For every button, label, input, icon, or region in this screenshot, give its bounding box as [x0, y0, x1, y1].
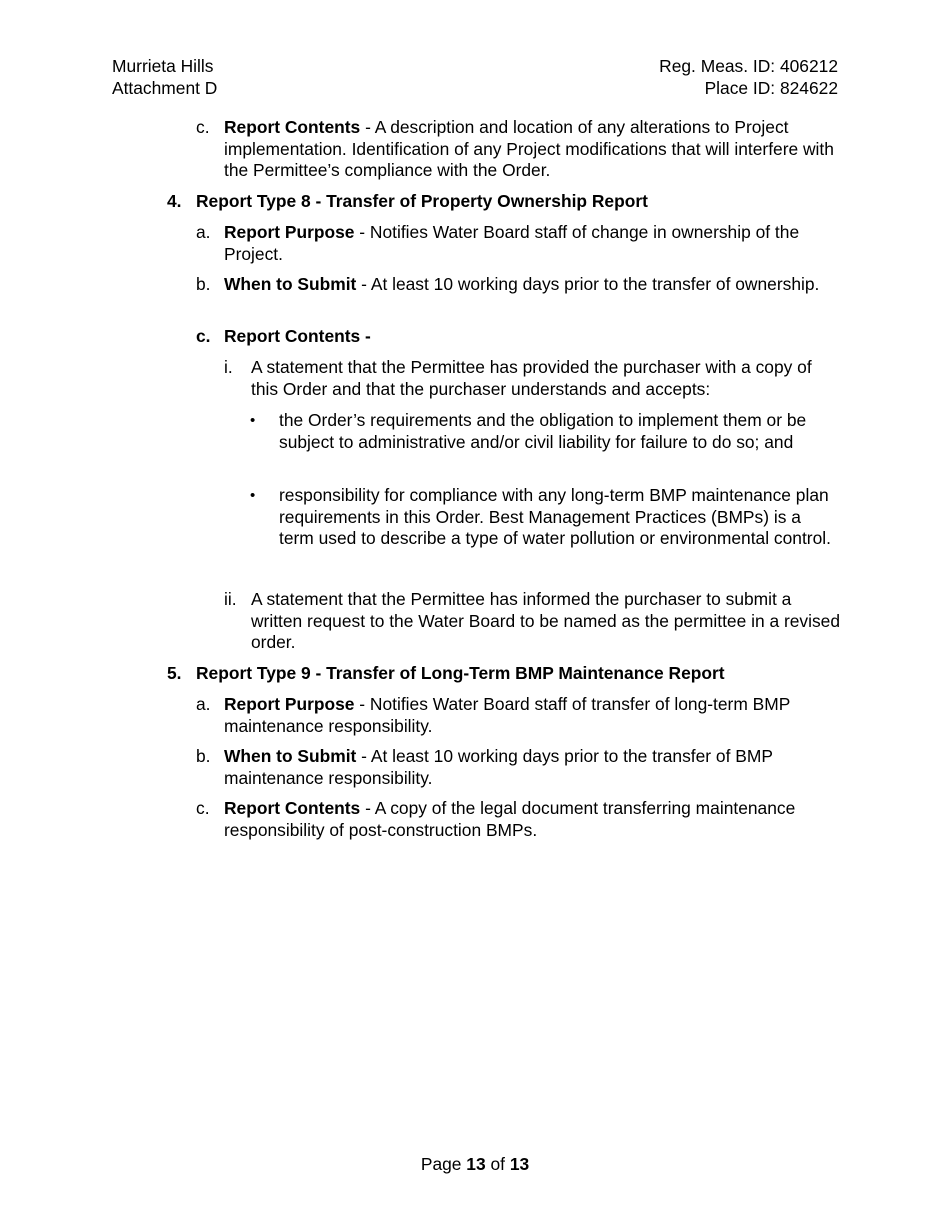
item-description: - Notifies Water Board staff of transfer of long-term BMP maintenance responsibility. [224, 694, 791, 736]
item-description: - At least 10 working days prior to the transfer of BMP maintenance responsibility. [224, 746, 773, 788]
list-marker: a. [196, 222, 211, 242]
section-title: Report Type 9 - Transfer of Long-Term BMP Maintenance Report [196, 663, 725, 683]
page-word: Page [420, 1154, 467, 1174]
list-marker: i. [224, 357, 233, 377]
section-title: Report Type 8 - Transfer of Property Ownership Report [196, 191, 648, 211]
list-item-c-report-contents [196, 117, 840, 182]
total-pages-number: 13 [509, 1154, 530, 1174]
item-label: Report Contents [224, 798, 361, 818]
list-item-roman-ii [224, 589, 840, 654]
list-item-text: A statement that the Permittee has provided the purchaser with a copy of this Order and that the purchaser understands and accepts: [251, 357, 812, 399]
reg-meas-id: Reg. Meas. ID: 406212 [659, 56, 838, 76]
page-footer [0, 1154, 950, 1176]
of-word: of [485, 1154, 510, 1174]
list-item-text [224, 222, 840, 265]
bullet-text: responsibility for compliance with any long-term BMP maintenance plan requirements in this Order. Best Management Practices (BMPs) is a term used to describe a type of water pollution or environmental control. [279, 485, 831, 548]
list-item-roman-i [224, 357, 840, 400]
item-label: Report Contents [224, 117, 361, 137]
list-item-report-purpose [196, 222, 840, 265]
list-marker: b. [196, 274, 211, 294]
list-item-text [224, 326, 840, 348]
section-heading-report-type-8 [167, 191, 838, 213]
item-description: - A copy of the legal document transferring maintenance responsibility of post-construction BMPs. [224, 798, 796, 840]
header-left [112, 56, 217, 99]
item-description: - A description and location of any alterations to Project implementation. Identification of any Project modifications that will interfere with the Permittee’s compliance with the Order. [224, 117, 834, 180]
project-name: Murrieta Hills [112, 56, 214, 76]
attachment-label: Attachment D [112, 77, 218, 98]
section-number: 5. [167, 663, 182, 683]
bullet-item-bmp-responsibility [250, 485, 840, 550]
list-item-text [224, 798, 840, 841]
section-number: 4. [167, 191, 182, 211]
list-item-text [224, 117, 840, 182]
list-item-when-to-submit [196, 746, 840, 789]
item-label: Report Contents - [224, 326, 371, 346]
item-description: - At least 10 working days prior to the transfer of ownership. [356, 274, 820, 294]
item-label: Report Purpose [224, 222, 355, 242]
list-marker: c. [196, 798, 210, 818]
current-page-number: 13 [466, 1154, 486, 1174]
list-marker: c. [196, 117, 210, 137]
list-item-text [224, 694, 840, 737]
item-label: Report Purpose [224, 694, 355, 714]
list-item-text [224, 746, 840, 789]
list-item-text: A statement that the Permittee has informed the purchaser to submit a written request to the Water Board to be named as the permittee in a revised order. [251, 589, 841, 652]
list-marker: c. [196, 326, 211, 346]
list-item-text [224, 274, 840, 296]
list-marker: a. [196, 694, 211, 714]
bullet-item-order-requirements [250, 410, 840, 453]
item-label: When to Submit [224, 746, 357, 766]
header-right [659, 56, 838, 99]
list-item-report-purpose [196, 694, 840, 737]
bullet-icon: • [250, 487, 256, 504]
item-label: When to Submit [224, 274, 357, 294]
bullet-icon: • [250, 412, 256, 429]
section-heading-report-type-9 [167, 663, 838, 685]
place-id: Place ID: 824622 [704, 77, 838, 98]
list-item-when-to-submit [196, 274, 840, 296]
list-item-report-contents [196, 798, 840, 841]
list-marker: b. [196, 746, 211, 766]
item-description: - Notifies Water Board staff of change in ownership of the Project. [224, 222, 800, 264]
list-item-report-contents [196, 326, 840, 348]
list-marker: ii. [224, 589, 237, 609]
bullet-text: the Order’s requirements and the obligation to implement them or be subject to administrative and/or civil liability for failure to do so; and [279, 410, 807, 452]
